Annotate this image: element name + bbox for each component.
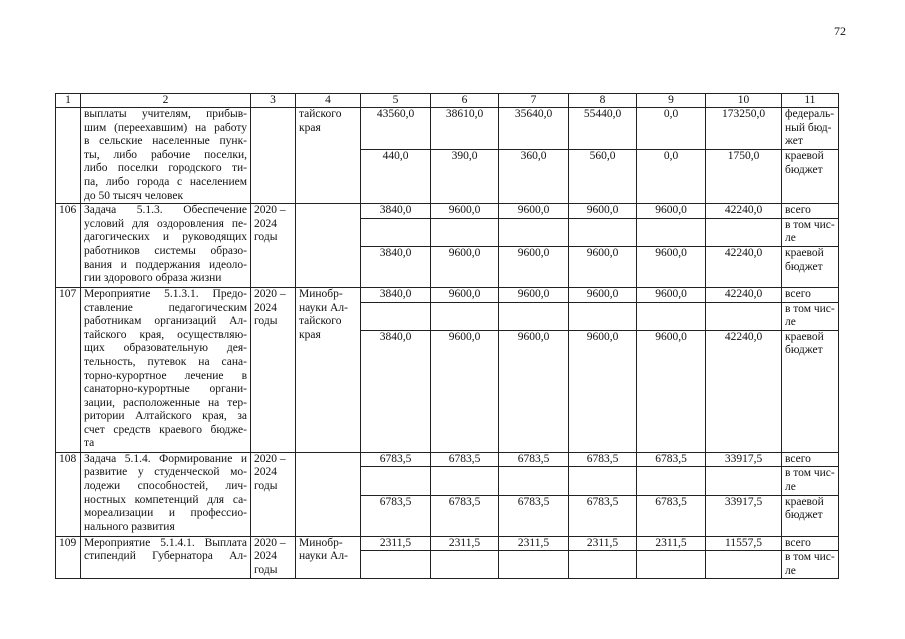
row-period: 2020 – 2024 годы — [251, 204, 296, 288]
row-period: 2020 – 2024 годы — [251, 452, 296, 536]
value-cell: 9600,0 — [431, 204, 499, 219]
value-cell — [361, 467, 431, 495]
row-number: 109 — [56, 536, 81, 579]
value-cell — [569, 551, 637, 579]
value-cell: 42240,0 — [706, 204, 782, 219]
value-cell — [637, 467, 706, 495]
value-cell: 6783,5 — [361, 452, 431, 467]
value-cell: 35640,0 — [499, 108, 569, 150]
value-cell: 33917,5 — [706, 495, 782, 536]
value-cell: 6783,5 — [499, 452, 569, 467]
col-header: 11 — [782, 94, 839, 108]
source-cell: всего — [782, 204, 839, 219]
col-header: 1 — [56, 94, 81, 108]
value-cell: 1750,0 — [706, 149, 782, 203]
budget-table — [55, 93, 839, 579]
col-header: 4 — [296, 94, 361, 108]
table-row — [56, 452, 839, 467]
source-cell: всего — [782, 452, 839, 467]
value-cell: 9600,0 — [431, 246, 499, 287]
value-cell: 3840,0 — [361, 330, 431, 452]
value-cell — [569, 302, 637, 330]
row-number — [56, 108, 81, 204]
value-cell: 6783,5 — [637, 452, 706, 467]
value-cell: 33917,5 — [706, 452, 782, 467]
col-header: 7 — [499, 94, 569, 108]
value-cell: 360,0 — [499, 149, 569, 203]
value-cell: 9600,0 — [637, 204, 706, 219]
value-cell: 9600,0 — [499, 330, 569, 452]
value-cell — [431, 218, 499, 246]
value-cell — [499, 218, 569, 246]
value-cell: 9600,0 — [431, 330, 499, 452]
row-number: 107 — [56, 287, 81, 452]
value-cell: 9600,0 — [499, 287, 569, 302]
table-row — [56, 536, 839, 551]
row-executor: тайского края — [296, 108, 361, 204]
table-row — [56, 108, 839, 150]
value-cell — [706, 302, 782, 330]
value-cell — [431, 302, 499, 330]
value-cell — [637, 551, 706, 579]
source-cell: краевой бюджет — [782, 330, 839, 452]
source-cell: федераль- ный бюд- жет — [782, 108, 839, 150]
source-cell: краевой бюджет — [782, 149, 839, 203]
value-cell: 0,0 — [637, 108, 706, 150]
row-executor: Минобр- науки Ал- тайского края — [296, 287, 361, 452]
table-row — [56, 204, 839, 219]
col-header: 9 — [637, 94, 706, 108]
value-cell — [361, 218, 431, 246]
value-cell: 9600,0 — [499, 246, 569, 287]
value-cell: 0,0 — [637, 149, 706, 203]
value-cell: 38610,0 — [431, 108, 499, 150]
row-executor: Минобр- науки Ал- — [296, 536, 361, 579]
value-cell: 2311,5 — [499, 536, 569, 551]
col-header: 8 — [569, 94, 637, 108]
value-cell — [637, 302, 706, 330]
row-name: Мероприятие 5.1.4.1. Выплата стипендий Губернатора Ал- — [81, 536, 251, 579]
row-period — [251, 108, 296, 204]
value-cell: 42240,0 — [706, 330, 782, 452]
value-cell: 2311,5 — [637, 536, 706, 551]
col-header: 2 — [81, 94, 251, 108]
value-cell — [706, 218, 782, 246]
value-cell — [499, 302, 569, 330]
row-number: 108 — [56, 452, 81, 536]
col-header: 3 — [251, 94, 296, 108]
row-period: 2020 – 2024 годы — [251, 536, 296, 579]
value-cell: 6783,5 — [431, 452, 499, 467]
col-header: 6 — [431, 94, 499, 108]
source-cell: в том чис- ле — [782, 467, 839, 495]
value-cell: 9600,0 — [637, 287, 706, 302]
source-cell: краевой бюджет — [782, 495, 839, 536]
value-cell: 6783,5 — [361, 495, 431, 536]
value-cell: 3840,0 — [361, 287, 431, 302]
col-header: 10 — [706, 94, 782, 108]
value-cell: 3840,0 — [361, 246, 431, 287]
row-executor — [296, 452, 361, 536]
row-period: 2020 – 2024 годы — [251, 287, 296, 452]
value-cell — [431, 551, 499, 579]
value-cell: 9600,0 — [431, 287, 499, 302]
value-cell: 6783,5 — [569, 495, 637, 536]
value-cell — [706, 467, 782, 495]
value-cell: 6783,5 — [431, 495, 499, 536]
value-cell: 560,0 — [569, 149, 637, 203]
source-cell: в том чис- ле — [782, 218, 839, 246]
value-cell: 6783,5 — [569, 452, 637, 467]
value-cell — [569, 467, 637, 495]
value-cell: 42240,0 — [706, 246, 782, 287]
value-cell: 11557,5 — [706, 536, 782, 551]
value-cell: 173250,0 — [706, 108, 782, 150]
value-cell: 9600,0 — [637, 246, 706, 287]
page-number: 72 — [834, 24, 846, 38]
value-cell: 3840,0 — [361, 204, 431, 219]
value-cell — [431, 467, 499, 495]
value-cell — [499, 467, 569, 495]
value-cell: 6783,5 — [499, 495, 569, 536]
value-cell — [361, 551, 431, 579]
row-name: Задача 5.1.4. Формирование и развитие у студенческой мо- лодежи способностей, лич- ностных компетенций для са- мореализации и профессио- нального развития — [81, 452, 251, 536]
table-row — [56, 287, 839, 302]
source-cell: всего — [782, 536, 839, 551]
value-cell — [499, 551, 569, 579]
value-cell: 55440,0 — [569, 108, 637, 150]
row-name: выплаты учителям, прибыв- шим (переехавшим) на работу в сельские населенные пунк- ты, либо рабочие поселки, либо поселки городского ти- па, либо города с населением до 50 тысяч человек — [81, 108, 251, 204]
value-cell: 42240,0 — [706, 287, 782, 302]
value-cell — [569, 218, 637, 246]
row-number: 106 — [56, 204, 81, 288]
value-cell: 9600,0 — [637, 330, 706, 452]
source-cell: краевой бюджет — [782, 246, 839, 287]
col-header: 5 — [361, 94, 431, 108]
value-cell: 390,0 — [431, 149, 499, 203]
source-cell: всего — [782, 287, 839, 302]
value-cell: 2311,5 — [361, 536, 431, 551]
value-cell: 9600,0 — [569, 246, 637, 287]
value-cell: 9600,0 — [569, 287, 637, 302]
value-cell: 440,0 — [361, 149, 431, 203]
row-executor — [296, 204, 361, 288]
value-cell: 6783,5 — [637, 495, 706, 536]
source-cell: в том чис- ле — [782, 302, 839, 330]
value-cell — [361, 302, 431, 330]
value-cell — [637, 218, 706, 246]
source-cell: в том чис- ле — [782, 551, 839, 579]
row-name: Мероприятие 5.1.3.1. Предо- ставление педагогическим работникам организаций Ал- тайского края, осуществляю- щих образовательную дея- тельность, путевок на сана- торно-курортное лечение в санаторно-курортные органи- зации, расположенные на тер- ритории Алтайского края, за счет средств краевого бюдже- та — [81, 287, 251, 452]
value-cell: 9600,0 — [499, 204, 569, 219]
row-name: Задача 5.1.3. Обеспечение условий для оздоровления пе- дагогических и руководящих работников системы образо- вания и поддержания идеоло- гии здорового образа жизни — [81, 204, 251, 288]
value-cell: 2311,5 — [569, 536, 637, 551]
header-row — [56, 94, 839, 108]
value-cell: 9600,0 — [569, 204, 637, 219]
value-cell: 9600,0 — [569, 330, 637, 452]
value-cell — [706, 551, 782, 579]
value-cell: 43560,0 — [361, 108, 431, 150]
value-cell: 2311,5 — [431, 536, 499, 551]
